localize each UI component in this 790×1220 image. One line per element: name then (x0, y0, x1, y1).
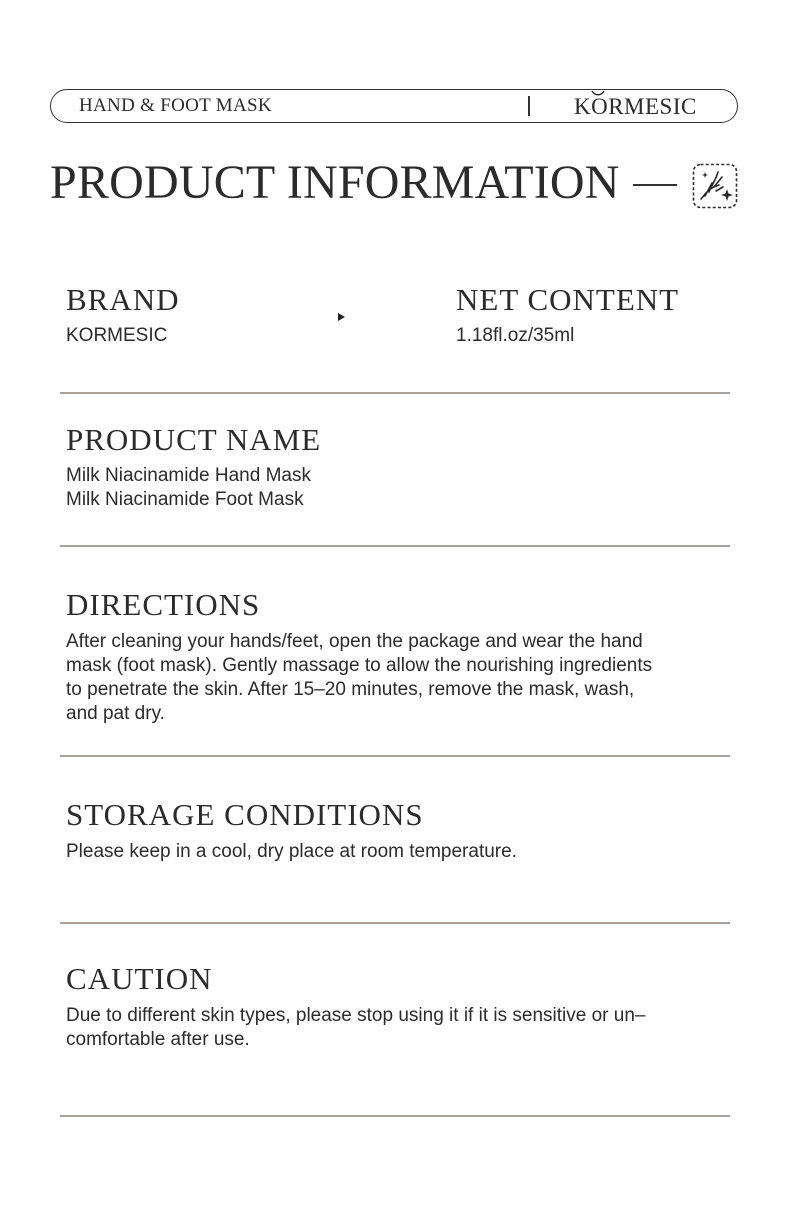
product-name-line: Milk Niacinamide Hand Mask (66, 465, 311, 486)
play-arrow-icon (338, 313, 345, 321)
directions-line: After cleaning your hands/feet, open the package and wear the hand (66, 631, 643, 652)
product-name-line: Milk Niacinamide Foot Mask (66, 489, 304, 510)
directions-line: and pat dry. (66, 703, 165, 724)
brand-value: KORMESIC (66, 325, 168, 346)
divider (60, 1115, 730, 1117)
net-content-value: 1.18fl.oz/35ml (456, 325, 575, 346)
category-label: HAND & FOOT MASK (79, 95, 272, 116)
caution-line: comfortable after use. (66, 1029, 250, 1050)
directions-heading: DIRECTIONS (66, 587, 261, 622)
logo-swoosh-icon (591, 90, 605, 98)
directions-text (66, 630, 652, 726)
divider (60, 392, 730, 394)
directions-line: to penetrate the skin. After 15–20 minutes, remove the mask, wash, (66, 679, 635, 700)
caution-line: Due to different skin types, please stop using it if it is sensitive or un– (66, 1005, 646, 1026)
caution-text (66, 1004, 645, 1052)
divider (60, 922, 730, 924)
page-title: PRODUCT INFORMATION (50, 156, 620, 209)
header-separator (528, 96, 530, 116)
hand-sparkle-icon (692, 163, 738, 209)
title-dash (633, 184, 677, 186)
caution-heading: CAUTION (66, 961, 213, 996)
divider (60, 545, 730, 547)
storage-heading: STORAGE CONDITIONS (66, 797, 424, 832)
divider (60, 755, 730, 757)
directions-line: mask (foot mask). Gently massage to allow the nourishing ingredients (66, 655, 653, 676)
brand-logo-text: KORMESIC (574, 94, 697, 119)
storage-text: Please keep in a cool, dry place at room temperature. (66, 841, 517, 862)
brand-heading: BRAND (66, 282, 180, 317)
product-name-text (66, 464, 311, 512)
brand-logo (574, 94, 697, 120)
net-content-heading: NET CONTENT (456, 282, 680, 317)
header-bar (50, 89, 738, 123)
product-name-heading: PRODUCT NAME (66, 422, 322, 457)
